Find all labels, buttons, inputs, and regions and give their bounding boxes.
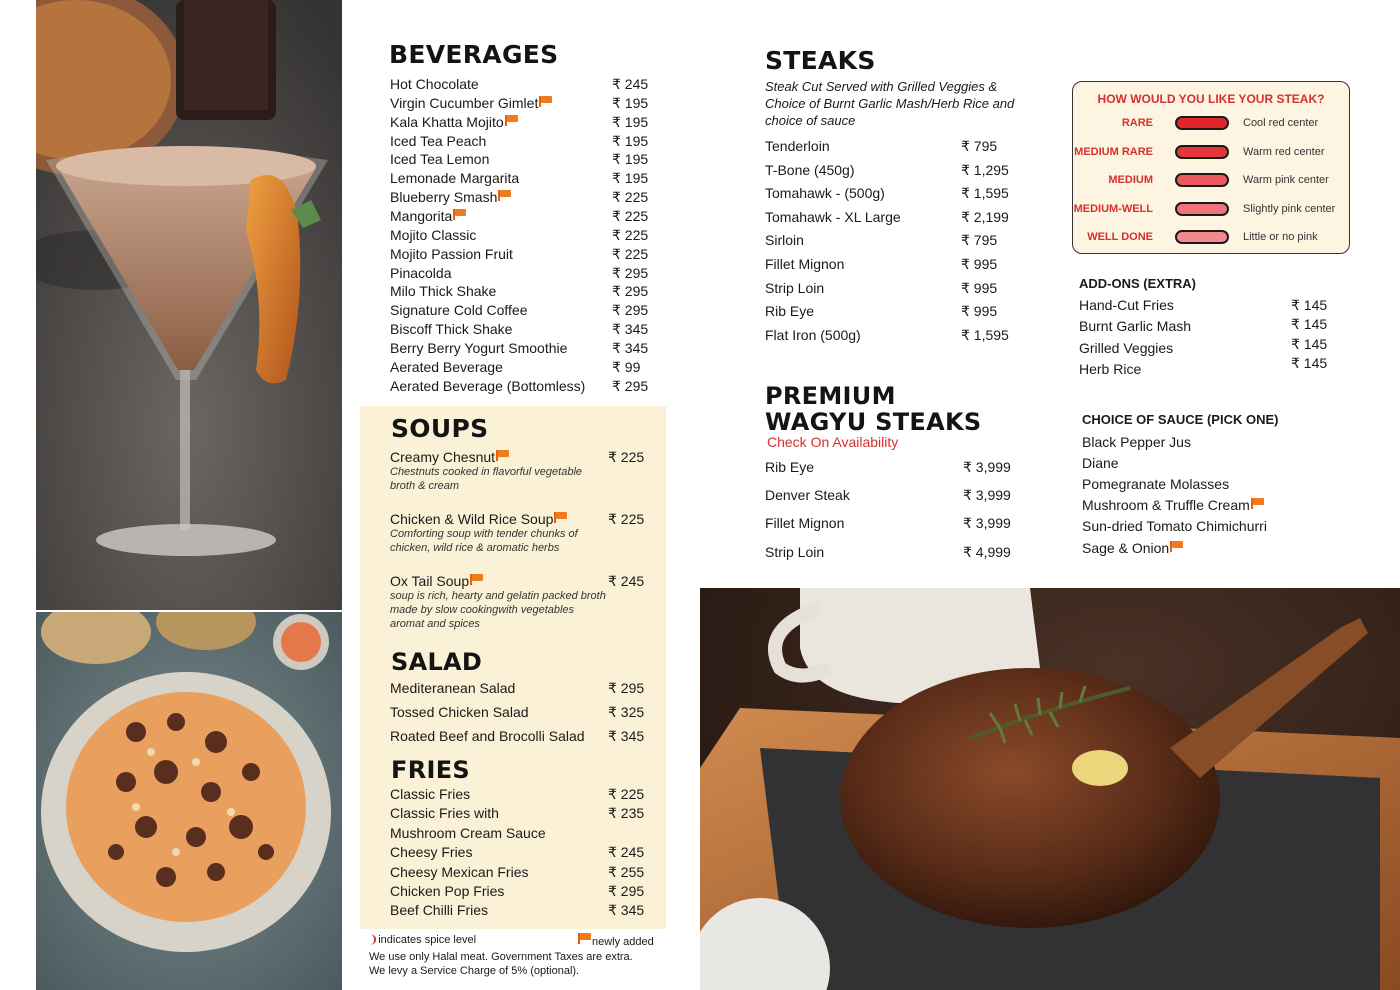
sauces-title: CHOICE OF SAUCE (PICK ONE) [1082,412,1279,427]
steak-item [765,232,1025,252]
salad-item-price: ₹ 325 [608,704,645,720]
addon-item [1079,318,1339,338]
soup-item-name [390,511,568,527]
beverage-item-price: ₹ 295 [612,302,649,319]
doneness-label: MEDIUM [1108,174,1153,187]
doneness-color-bar [1175,145,1229,159]
beverage-item-name [390,208,467,224]
fries-item-name [390,864,529,880]
beverage-item-name [390,265,452,281]
beverage-item-price: ₹ 195 [612,170,649,187]
fries-item-name [390,883,504,899]
fries-item [390,805,660,825]
fries-item-price: ₹ 295 [608,883,645,899]
sauce-item-label: Diane [1082,455,1119,472]
halal-note: We use only Halal meat. Government Taxes are extra. [369,951,633,963]
addon-item-name [1079,297,1174,313]
beverage-item-price: ₹ 225 [612,189,649,206]
sauce-item-label: Sage & Onion [1082,539,1170,556]
soup-item-price: ₹ 225 [608,449,645,465]
steak-item-name [765,256,844,272]
mocktail-illustration [36,0,342,610]
new-note-text: newly added [592,936,654,948]
doneness-label: RARE [1121,117,1153,129]
beverage-item [390,151,660,171]
beverage-item-name [390,246,513,262]
fries-item [390,864,660,884]
soups-title: SOUPS [391,414,489,443]
salad-item [390,704,660,724]
steak-item-name [765,185,885,201]
steak-item-price: ₹ 1,595 [961,185,1009,202]
beverage-item-name [390,76,479,92]
salad-item [390,728,660,748]
new-flag-icon [496,450,510,460]
beverage-item-price: ₹ 195 [612,113,649,130]
sauce-item-label: Black Pepper Jus [1082,434,1191,450]
sauce-item [1082,497,1342,517]
salad-item-price: ₹ 345 [608,728,645,744]
doneness-color-bar [1175,202,1229,216]
steak-item [765,162,1025,182]
doneness-desc: Little or no pink [1243,231,1318,244]
fries-item-price: ₹ 225 [608,786,645,802]
beverage-item [390,170,660,190]
wagyu-title-line2: WAGYU STEAKS [765,408,982,436]
steak-item [765,327,1025,347]
new-flag-icon [539,96,553,106]
doneness-color-bar [1175,116,1229,130]
beverage-item-price: ₹ 225 [612,207,649,224]
wagyu-subtitle: Check On Availability [767,434,899,450]
steak-item-price: ₹ 1,295 [961,161,1009,178]
steak-item-label: Fillet Mignon [765,256,845,272]
steak-item-label: Strip Loin [765,279,825,296]
soup-item [390,449,660,509]
fries-item-name [390,902,488,918]
soup-item-desc: Chestnuts cooked in flavorful vegetable broth & cream [390,466,583,492]
beverage-item-price: ₹ 99 [612,358,641,375]
fries-item-label: Classic Fries [390,786,471,802]
doneness-guide [1072,81,1350,254]
beverage-item-label: Kala Khatta Mojito [390,113,504,130]
sauce-item-label: Mushroom & Truffle Cream [1082,497,1250,514]
fries-item [390,786,660,806]
soup-item [390,511,660,571]
beverage-item [390,95,660,115]
salad-item [390,680,660,700]
steak-item-price: ₹ 795 [961,232,998,249]
beverage-item [390,133,660,153]
salad-item-label: Roated Beef and Brocolli Salad [390,728,585,744]
salad-item-name [390,680,515,696]
steak-item-name [765,327,861,343]
addons-title: ADD-ONS (EXTRA) [1079,276,1196,291]
beverage-item-label: Berry Berry Yogurt Smoothie [390,339,568,356]
beverage-item-price: ₹ 245 [612,76,649,92]
beverage-item-name [390,133,486,149]
wagyu-item [765,544,1025,564]
soup-item-label: Ox Tail Soup [390,573,470,589]
beverage-item-label: Iced Tea Lemon [390,151,490,168]
wagyu-item-name [765,459,814,475]
beverage-item [390,227,660,247]
doneness-label: WELL DONE [1087,231,1153,244]
addon-item-price: ₹ 145 [1291,336,1328,352]
loaded-fries-illustration [36,612,342,990]
sauce-item [1082,518,1342,538]
fries-item-name [390,805,499,821]
new-flag-icon [498,190,512,200]
soup-item [390,573,660,633]
wagyu-item-label: Denver Steak [765,487,850,504]
doneness-label: MEDIUM-WELL [1073,202,1153,215]
addon-item-label: Burnt Garlic Mash [1079,318,1192,334]
steak-item-label: Flat Iron (500g) [765,326,861,343]
beverage-item-label: Aerated Beverage [390,358,503,375]
beverage-item-price: ₹ 295 [612,264,649,281]
fries-item-price: ₹ 245 [608,844,645,861]
beverage-item [390,283,660,303]
beverage-item-price: ₹ 345 [612,321,649,338]
beverage-item-name [390,189,512,205]
soup-item-price: ₹ 225 [608,511,645,527]
beverage-item-name [390,227,476,243]
fries-item [390,825,660,845]
steak-illustration [700,588,1400,990]
wagyu-item-label: Fillet Mignon [765,515,845,532]
steak-item-name [765,280,824,296]
fries-title: FRIES [391,756,470,784]
beverage-item-label: Biscoff Thick Shake [390,321,513,338]
wagyu-item-label: Strip Loin [765,543,825,560]
addon-item-price: ₹ 145 [1291,316,1328,332]
steak-item [765,209,1025,229]
soup-item-desc: soup is rich, hearty and gelatin packed broth made by slow cookingwith vegetables aromat and spices [390,590,606,630]
beverage-item-label: Aerated Beverage (Bottomless) [390,377,586,394]
beverage-item-label: Signature Cold Coffee [390,302,528,319]
steak-item-price: ₹ 1,595 [961,326,1009,343]
mocktail-photo [36,0,342,610]
sauce-item-label: Pomegranate Molasses [1082,476,1230,493]
steak-item-price: ₹ 995 [961,279,998,296]
new-flag-icon [554,512,568,522]
doneness-desc: Cool red center [1243,117,1319,129]
sauce-item-name [1082,476,1229,492]
beverage-item [390,302,660,322]
wagyu-item-price: ₹ 3,999 [963,515,1011,532]
steak-item-price: ₹ 2,199 [961,208,1009,225]
new-flag-icon [470,574,484,584]
wagyu-item [765,459,1025,479]
steak-item-name [765,303,814,319]
steak-item [765,303,1025,323]
soup-item-desc: Comforting soup with tender chunks of chicken, wild rice & aromatic herbs [390,528,578,554]
steak-item-label: Rib Eye [765,303,815,320]
wagyu-item-price: ₹ 4,999 [963,543,1011,560]
doneness-level [1073,200,1349,220]
new-flag-icon [1251,498,1265,508]
steaks-title: STEAKS [765,46,876,75]
doneness-color-bar [1175,230,1229,244]
new-flag-icon [1170,541,1184,551]
salad-item-price: ₹ 295 [608,680,645,696]
steak-item-price: ₹ 995 [961,256,998,272]
beverage-item [390,208,660,228]
beverage-item-label: Virgin Cucumber Gimlet [390,94,539,111]
wagyu-item [765,515,1025,535]
beverage-item-label: Blueberry Smash [390,189,498,206]
beverage-item-name [390,359,503,375]
steak-item-price: ₹ 995 [961,303,998,320]
fries-item-price: ₹ 235 [608,805,645,822]
beverage-item-name [390,283,496,299]
beverage-item [390,265,660,285]
beverage-item-label: Mojito Classic [390,226,477,243]
beverage-item-label: Milo Thick Shake [390,283,497,300]
beverage-item [390,189,660,209]
steaks-subtitle: Steak Cut Served with Grilled Veggies & Choice of Burnt Garlic Mash/Herb Rice and choice of sauce [765,79,1015,128]
wagyu-item-price: ₹ 3,999 [963,487,1011,504]
wagyu-item-label: Rib Eye [765,459,815,475]
sauce-item-name [1082,434,1191,450]
fries-item-name [390,786,470,802]
beverage-item-name [390,340,567,356]
wagyu-item-price: ₹ 3,999 [963,459,1011,475]
beverage-item-price: ₹ 195 [612,151,649,168]
new-flag-icon [453,209,467,219]
spice-note-text: indicates spice level [378,934,477,946]
sauce-item [1082,455,1342,475]
beverage-item [390,378,660,398]
beverage-item [390,321,660,341]
beverage-item-name [390,321,512,337]
salad-title: SALAD [391,648,483,676]
doneness-title: HOW WOULD YOU LIKE YOUR STEAK? [1097,92,1325,106]
addon-item-name [1079,361,1141,377]
beverage-item [390,246,660,266]
beverage-item-name [390,170,519,186]
doneness-level [1073,114,1349,134]
chilli-icon: ❩ [369,934,379,946]
fries-item [390,844,660,864]
wagyu-item-name [765,487,850,503]
steak-item [765,280,1025,300]
soup-item-price: ₹ 245 [608,573,645,589]
addon-item-name [1079,340,1173,356]
fries-item-label: Classic Fries with [390,805,499,822]
loaded-fries-photo [36,612,342,990]
soup-item-name [390,449,510,465]
sauce-item-name [1082,455,1119,471]
fries-item [390,883,660,903]
fries-item-name [390,825,546,841]
steak-item-name [765,162,855,178]
beverage-item-name [390,114,519,130]
beverage-item-price: ₹ 225 [612,226,649,243]
addon-item-label: Herb Rice [1079,361,1142,377]
beverage-item-label: Iced Tea Peach [390,132,487,149]
tomahawk-steak-photo [700,588,1400,990]
soup-item-label: Chicken & Wild Rice Soup [390,511,554,527]
steak-item-label: T-Bone (450g) [765,161,855,178]
beverage-item-name [390,95,553,111]
service-note: We levy a Service Charge of 5% (optional). [369,965,580,977]
addon-item [1079,355,1339,381]
sauce-item-label: Sun-dried Tomato Chimichurri [1082,518,1267,535]
fries-item-label: Beef Chilli Fries [390,902,489,919]
beverage-item-label: Hot Chocolate [390,76,479,92]
steak-item-label: Tenderloin [765,138,830,154]
doneness-desc: Warm pink center [1243,174,1329,187]
steak-item [765,256,1025,276]
beverage-item [390,114,660,134]
steak-item-price: ₹ 795 [961,138,998,154]
steak-item [765,138,1025,158]
sauce-item [1082,476,1342,496]
spice-note [369,933,476,946]
sauce-item [1082,540,1342,560]
new-flag-icon [505,115,519,125]
steak-item-name [765,138,830,154]
wagyu-item-name [765,544,824,560]
salad-item-name [390,728,585,744]
new-note [577,933,654,948]
beverage-item-name [390,378,585,394]
doneness-desc: Warm red center [1243,145,1325,158]
beverages-title: BEVERAGES [389,40,559,69]
soup-item-name [390,573,484,589]
beverage-item-name [390,151,489,167]
sauce-item-name [1082,540,1184,556]
steak-item-name [765,209,901,225]
beverage-item-price: ₹ 295 [612,377,649,394]
fries-item-label: Chicken Pop Fries [390,883,505,899]
doneness-level [1073,228,1349,248]
salad-item-label: Mediteranean Salad [390,680,516,696]
steak-item-name [765,232,804,248]
beverage-item-price: ₹ 225 [612,245,649,262]
new-flag-icon [578,933,592,943]
addon-item-price: ₹ 145 [1291,355,1328,371]
doneness-level [1073,143,1349,163]
beverage-item-price: ₹ 195 [612,94,649,111]
addon-item-label: Hand-Cut Fries [1079,297,1174,313]
beverage-item-price: ₹ 195 [612,132,649,149]
beverage-item-price: ₹ 345 [612,339,649,356]
steak-item [765,185,1025,205]
steak-item-label: Sirloin [765,232,804,249]
soup-item-label: Creamy Chesnut [390,449,496,465]
fries-item-label: Cheesy Mexican Fries [390,863,529,880]
salad-item-label: Tossed Chicken Salad [390,704,529,720]
sauce-item [1082,434,1342,454]
beverage-item-price: ₹ 295 [612,283,649,300]
steak-item-label: Tomahawk - XL Large [765,208,901,225]
beverage-item [390,76,660,96]
fries-item [390,902,660,922]
steak-item-label: Tomahawk - (500g) [765,185,885,202]
beverage-item-label: Mangorita [390,207,453,224]
doneness-color-bar [1175,173,1229,187]
doneness-label: MEDIUM RARE [1074,145,1153,158]
salad-item-name [390,704,529,720]
addon-item-label: Grilled Veggies [1079,340,1174,356]
doneness-level [1073,171,1349,191]
fries-item-label: Mushroom Cream Sauce [390,824,546,841]
beverage-item-label: Lemonade Margarita [390,170,520,187]
sauce-item-name [1082,518,1267,534]
wagyu-title-line1: PREMIUM [765,382,896,410]
wagyu-item-name [765,515,844,531]
doneness-desc: Slightly pink center [1243,202,1336,215]
addon-item-price: ₹ 145 [1291,297,1328,313]
fries-item-label: Cheesy Fries [390,844,473,861]
fries-item-price: ₹ 345 [608,902,645,919]
sauce-item-name [1082,497,1265,513]
beverage-item-name [390,302,528,318]
fries-item-price: ₹ 255 [608,863,645,880]
wagyu-item [765,487,1025,507]
beverage-item-label: Mojito Passion Fruit [390,245,513,262]
beverage-item [390,359,660,379]
addon-item [1079,297,1339,317]
beverage-item-label: Pinacolda [390,264,452,281]
fries-item-name [390,844,472,860]
addon-item-name [1079,318,1191,334]
beverage-item [390,340,660,360]
